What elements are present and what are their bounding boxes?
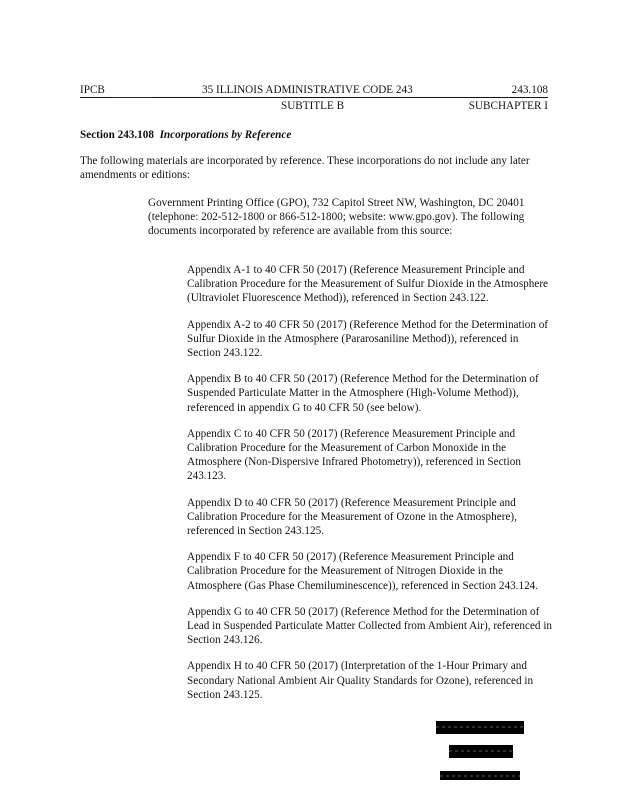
reference-item: Appendix G to 40 CFR 50 (2017) (Reference Method for the Determination of Lead in Suspended Particulate Matter Collected from Ambient Air), referenced in Section 243.126.	[187, 605, 553, 647]
header-rule-dots	[112, 97, 152, 98]
redacted-block	[436, 721, 524, 734]
reference-list	[187, 263, 553, 714]
running-header	[80, 83, 548, 98]
reference-item: Appendix D to 40 CFR 50 (2017) (Reference Measurement Principle and Calibration Procedure for the Measurement of Ozone in the Atmosphere), referenced in Section 243.125.	[187, 496, 517, 538]
section-heading	[80, 128, 291, 142]
reference-item: Appendix F to 40 CFR 50 (2017) (Reference Measurement Principle and Calibration Procedure for the Measurement of Nitrogen Dioxide in the Atmosphere (Gas Phase Chemiluminescence)), referenced in Section 243.124.	[187, 551, 539, 592]
intro-paragraph: The following materials are incorporated by reference. These incorporations do not include any later amendments or editions:	[80, 155, 530, 182]
section-caption: Incorporations by Reference	[159, 129, 292, 141]
header-section-number: 243.108	[511, 84, 548, 96]
running-subheader	[80, 99, 548, 114]
section-number: Section 243.108	[80, 129, 154, 141]
source-paragraph: Government Printing Office (GPO), 732 Capitol Street NW, Washington, DC 20401 (telephone: 202-512-1800 or 866-512-1800; website: www.gpo.gov). The following documents incorporated by reference are available from this source:	[148, 197, 525, 238]
header-agency: IPCB	[80, 84, 105, 96]
reference-item: Appendix A-1 to 40 CFR 50 (2017) (Reference Measurement Principle and Calibration Procedure for the Measurement of Sulfur Dioxide in the Atmosphere (Ultraviolet Fluorescence Method)), referenced in Section 243.122.	[187, 264, 549, 305]
redacted-block	[440, 771, 520, 780]
header-subtitle: SUBTITLE B	[281, 100, 345, 112]
reference-item: Appendix C to 40 CFR 50 (2017) (Reference Measurement Principle and Calibration Procedure for the Measurement of Carbon Monoxide in the Atmosphere (Non-Dispersive Infrared Photometry)), referenced in Section 243.123.	[187, 427, 521, 483]
reference-item: Appendix A-2 to 40 CFR 50 (2017) (Reference Method for the Determination of Sulfur Dioxide in the Atmosphere (Pararosaniline Method)), referenced in Section 243.122.	[187, 318, 549, 360]
reference-item: Appendix B to 40 CFR 50 (2017) (Reference Method for the Determination of Suspended Particulate Matter in the Atmosphere (High-Volume Method)), referenced in appendix G to 40 CFR 50 (see below).	[187, 373, 539, 414]
redacted-block	[449, 745, 513, 758]
header-code-title: 35 ILLINOIS ADMINISTRATIVE CODE 243	[202, 84, 413, 96]
header-subchapter: SUBCHAPTER I	[468, 100, 548, 112]
reference-item: Appendix H to 40 CFR 50 (2017) (Interpretation of the 1-Hour Primary and Secondary National Ambient Air Quality Standards for Ozone), referenced in Section 243.125.	[187, 660, 534, 701]
